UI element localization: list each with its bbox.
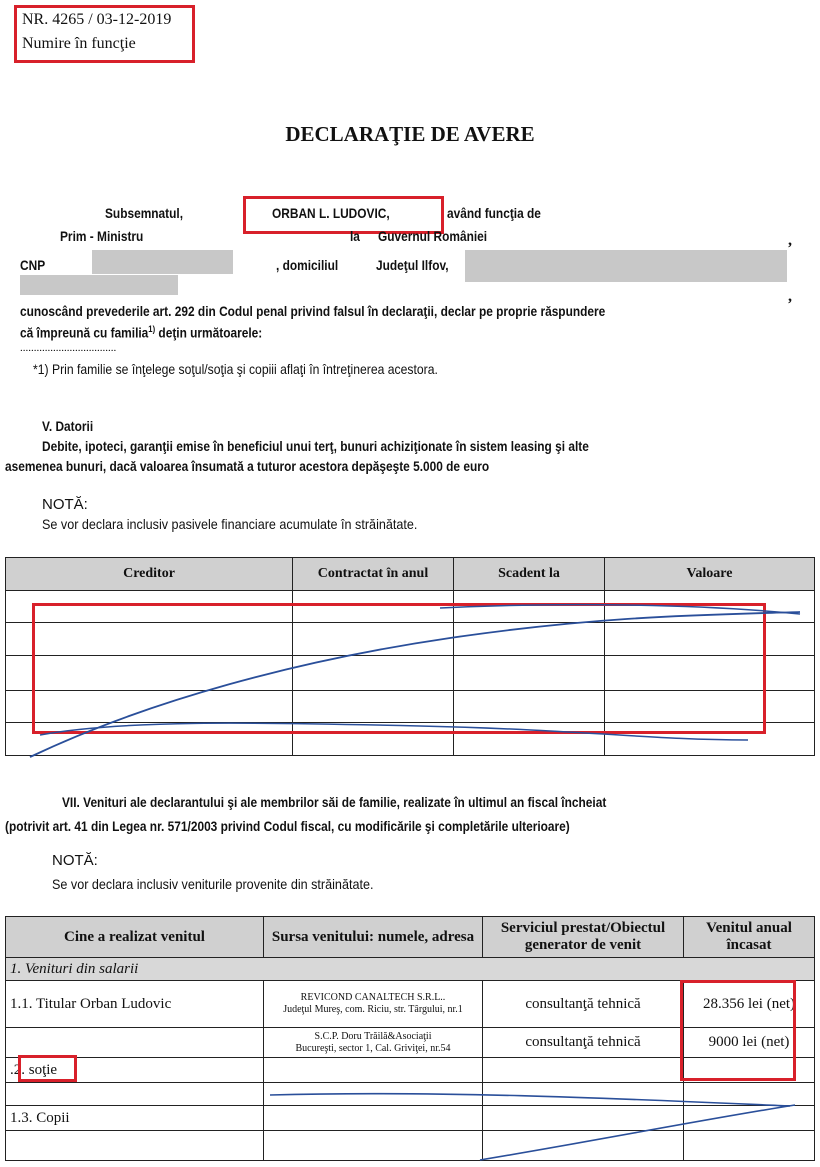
declaration-text: cunoscând prevederile art. 292 din Codul penal privind falsul în declaraţii, declar pe proprie răspundere	[20, 303, 606, 319]
document-subject: Numire în funcţie	[22, 35, 136, 52]
cell-income: 9000 lei (net)	[684, 1028, 815, 1058]
note-label: NOTĂ:	[42, 496, 88, 513]
column-header: Contractat în anul	[293, 558, 454, 591]
declarant-name: ORBAN L. LUDOVIC,	[272, 205, 390, 221]
column-header: Valoare	[605, 558, 815, 591]
position: Prim - Ministru	[60, 228, 144, 244]
label-domiciliul: , domiciliul	[276, 257, 339, 273]
cell-who: .2. soţie	[6, 1058, 264, 1083]
institution: Guvernul României	[378, 228, 488, 244]
note-label: NOTĂ:	[52, 852, 98, 869]
cell-who: 1.3. Copii	[6, 1106, 264, 1131]
page-title: DECLARAŢIE DE AVERE	[285, 122, 535, 146]
section-description: asemenea bunuri, dacă valoarea însumată a tuturor acestora depăşeşte 5.000 de euro	[5, 458, 490, 474]
cell-who: 1.1. Titular Orban Ludovic	[6, 981, 264, 1028]
declaration-text-2: că împreună cu familia$^{1)}$ deţin următoarele:	[20, 324, 263, 341]
column-header: Creditor	[6, 558, 293, 591]
label-la: la	[350, 228, 360, 244]
column-header: Venitul anual încasat	[684, 917, 815, 958]
cell-service: consultanţă tehnică	[483, 981, 684, 1028]
section-title: VII. Venituri ale declarantului şi ale membrilor săi de familie, realizate în ultimul an fiscal încheiat	[62, 794, 607, 810]
column-header: Cine a realizat venitul	[6, 917, 264, 958]
column-header: Sursa venitului: numele, adresa	[264, 917, 483, 958]
document-page: NR. 4265 / 03-12-2019 Numire în funcţie DECLARAŢIE DE AVERE Subsemnatul, ORBAN L. LUDOVIC, având funcţia de Prim - Ministru la Guvernul României , CNP , domiciliul Judeţul Ilfov, , cunoscând prevederile art. 292 din Codul penal privind falsul în declaraţii, declar pe proprie răspundere că împreună cu familia$^{1)}$ deţin următoarele: ................................... *1) Prin familie se înţelege soţul/soţia şi copiii aflaţi în întreţinerea acestora. V. Datorii Debite, ipoteci, garanţii emise în beneficiul unui terţ, bunuri achiziţionate în sistem leasing şi alte asemenea bunuri, dacă valoarea însumată a tuturor acestora depăşeşte 5.000 de euro NOTĂ: Se vor declara inclusiv pasivele financiare acumulate în străinătate. Creditor Contractat în anul Scadent la Valoare VII. Venituri ale declarantului şi ale membrilor săi de familie, realizate în ultimul an fiscal încheiat (potrivit art. 41 din Legea nr. 571/2003 privind Codul fiscal, cu modificările şi completările ulterioare) NOTĂ: Se vor declara inclusiv veniturile provenite din străinătate. Cine a realizat venitul Sursa venitului: numele, adresa Serviciul prestat/Obiectul generator de venit Venitul anual încasat 1. Venituri din salarii 1.1. Titular Orban Ludovic REVICOND CANALTECH S.R.L.. Judeţul Mureş, com. Riciu, str. Târgului, nr.1 consultanţă tehnică 28.356 lei (net) S.C.P. Doru Trăilă&Asociaţii Bucureşti, sector 1, Cal. Griviţei, nr.54 consultanţă tehnică 9000 lei (net) .2. soţie 1.3. Copii	[0, 0, 820, 1167]
cell-source: S.C.P. Doru Trăilă&Asociaţii Bucureşti, sector 1, Cal. Griviţei, nr.54	[264, 1028, 483, 1058]
note-text: Se vor declara inclusiv pasivele financiare acumulate în străinătate.	[42, 516, 418, 532]
label-functia: având funcţia de	[447, 205, 541, 221]
cell-source: REVICOND CANALTECH S.R.L.. Judeţul Mureş, com. Riciu, str. Târgului, nr.1	[264, 981, 483, 1028]
county: Judeţul Ilfov,	[376, 257, 449, 273]
subsection-row: 1. Venituri din salarii	[6, 958, 815, 981]
label-cnp: CNP	[20, 257, 46, 273]
section-title: V. Datorii	[42, 418, 94, 434]
registration-number: NR. 4265 / 03-12-2019	[22, 11, 172, 28]
cell-service: consultanţă tehnică	[483, 1028, 684, 1058]
note-text: Se vor declara inclusiv veniturile provenite din străinătate.	[52, 876, 374, 892]
cell-income: 28.356 lei (net)	[684, 981, 815, 1028]
section-description: Debite, ipoteci, garanţii emise în beneficiul unui terţ, bunuri achiziţionate în sistem leasing şi alte	[42, 438, 589, 454]
label-subsemnatul: Subsemnatul,	[105, 205, 184, 221]
footnote: *1) Prin familie se înţelege soţul/soţia şi copiii aflaţi în întreţinerea acestora.	[33, 361, 438, 377]
section-title: (potrivit art. 41 din Legea nr. 571/2003 privind Codul fiscal, cu modificările şi completările ulterioare)	[5, 818, 570, 834]
dotted-line: ...................................	[20, 342, 117, 354]
column-header: Scadent la	[454, 558, 605, 591]
column-header: Serviciul prestat/Obiectul generator de venit	[483, 917, 684, 958]
